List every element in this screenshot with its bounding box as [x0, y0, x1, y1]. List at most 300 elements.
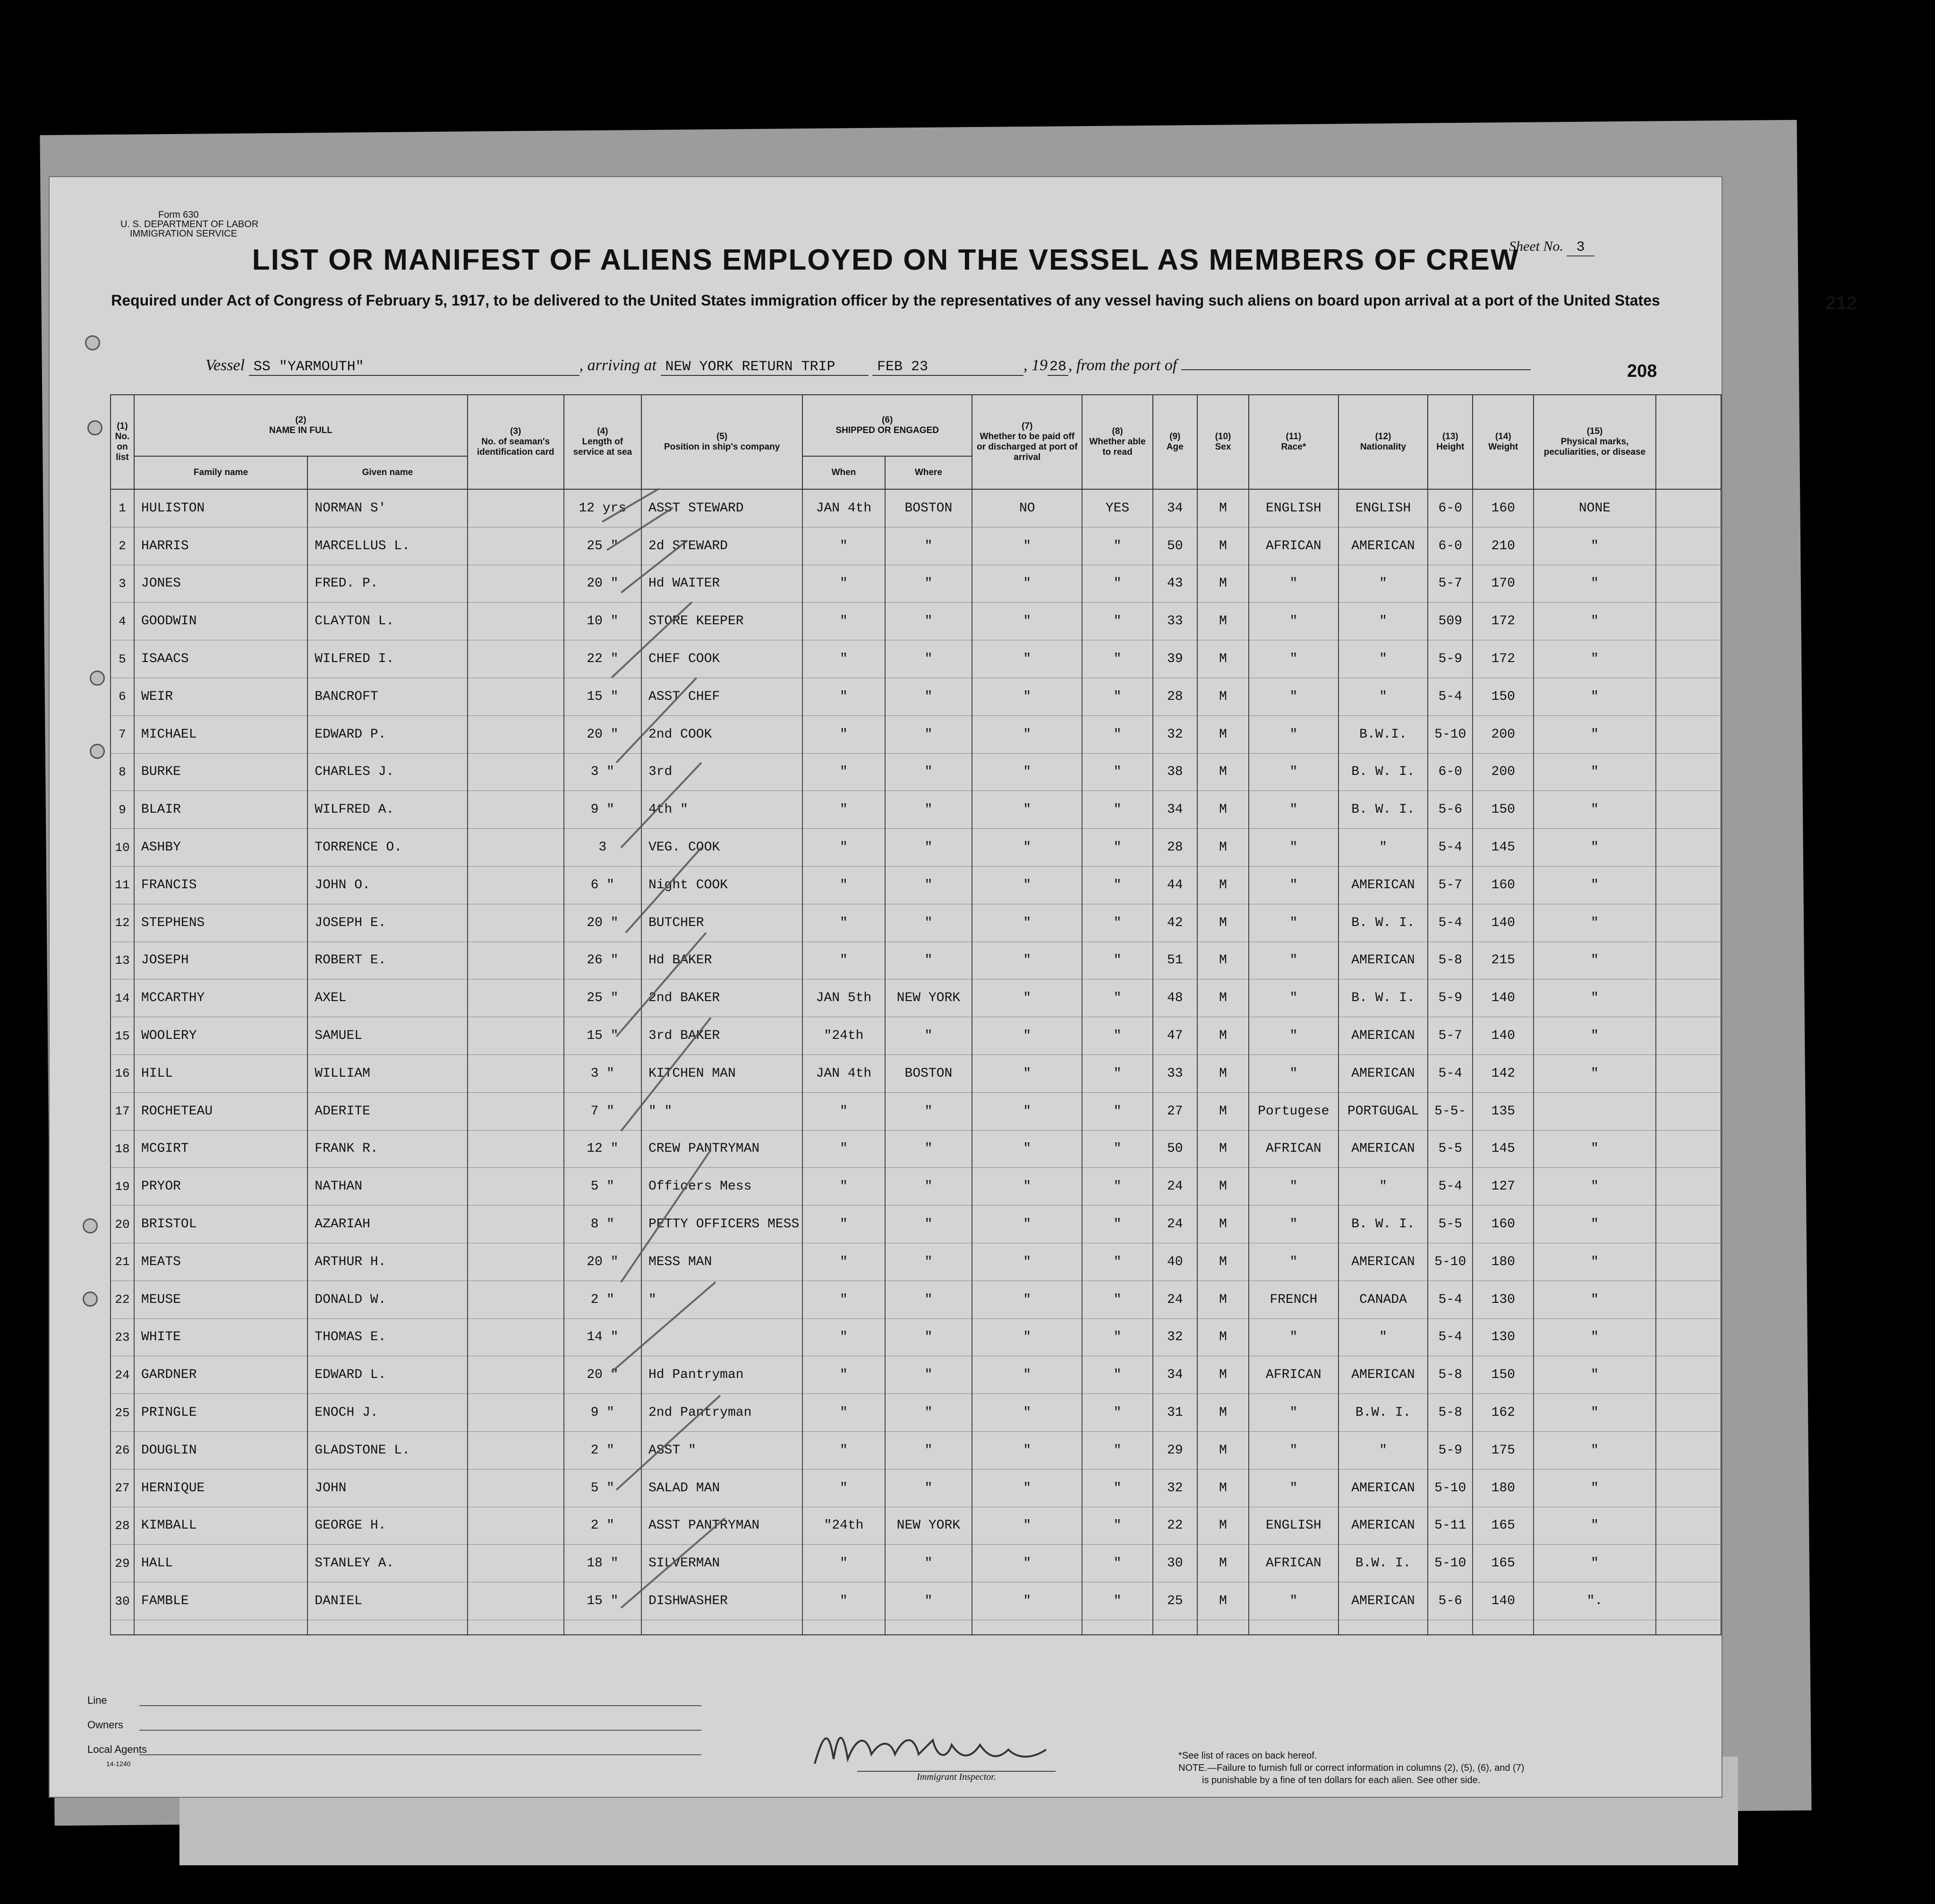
- footer-notes: [1178, 1750, 1524, 1786]
- cell-card: [468, 527, 564, 565]
- cell-family: GOODWIN: [134, 603, 307, 640]
- cell-sex: M: [1197, 1582, 1249, 1620]
- table-row: [111, 1054, 1721, 1092]
- table-row: [111, 489, 1721, 527]
- cell-weight: 215: [1473, 942, 1534, 979]
- cell-empty: [1082, 1620, 1152, 1635]
- cell-no: 15: [111, 1017, 134, 1055]
- cell-marks: ": [1534, 1281, 1655, 1318]
- cell-sex: M: [1197, 942, 1249, 979]
- cell-family: ASHBY: [134, 829, 307, 867]
- cell-length: 18 ": [564, 1545, 641, 1582]
- cell-height: 5-10: [1428, 715, 1473, 753]
- cell-marks: ": [1534, 1243, 1655, 1281]
- cell-weight: 180: [1473, 1469, 1534, 1507]
- cell-extra: [1656, 1281, 1721, 1318]
- cell-paid: ": [972, 829, 1082, 867]
- cell-empty: [564, 1620, 641, 1635]
- cell-weight: 140: [1473, 904, 1534, 942]
- cell-height: 5-5: [1428, 1130, 1473, 1168]
- cell-nationality: ": [1338, 1431, 1428, 1469]
- check-mark: [616, 678, 697, 763]
- cell-age: 33: [1153, 603, 1197, 640]
- cell-when: ": [802, 603, 885, 640]
- cell-position: SILVERMAN: [641, 1545, 802, 1582]
- cell-marks: ": [1534, 753, 1655, 791]
- department-label: U. S. DEPARTMENT OF LABOR: [120, 219, 259, 230]
- note-star: *See list of races on back hereof.: [1178, 1751, 1317, 1761]
- cell-height: 5-9: [1428, 640, 1473, 678]
- cell-read: ": [1082, 1394, 1152, 1432]
- col-height-label: Height: [1436, 442, 1465, 452]
- cell-weight: 200: [1473, 753, 1534, 791]
- table-row: [111, 1206, 1721, 1243]
- col-paid-number: (7): [1022, 421, 1033, 431]
- col-sex-label: Sex: [1215, 442, 1231, 452]
- cell-age: 24: [1153, 1206, 1197, 1243]
- cell-paid: ": [972, 1431, 1082, 1469]
- cell-family: WEIR: [134, 678, 307, 715]
- cell-weight: 150: [1473, 1356, 1534, 1394]
- cell-paid: ": [972, 1281, 1082, 1318]
- cell-weight: 145: [1473, 829, 1534, 867]
- col-age-header: [1153, 395, 1197, 489]
- cell-length: 2 ": [564, 1507, 641, 1545]
- cell-weight: 175: [1473, 1431, 1534, 1469]
- cell-length: 10 ": [564, 603, 641, 640]
- cell-height: 5-9: [1428, 979, 1473, 1017]
- cell-card: [468, 1017, 564, 1055]
- col-age-number: (9): [1169, 432, 1181, 442]
- cell-card: [468, 1092, 564, 1130]
- table-row: [111, 603, 1721, 640]
- cell-extra: [1656, 1054, 1721, 1092]
- cell-extra: [1656, 829, 1721, 867]
- cell-weight: 165: [1473, 1507, 1534, 1545]
- cell-height: 5-7: [1428, 1017, 1473, 1055]
- cell-race: ENGLISH: [1249, 1507, 1338, 1545]
- cell-card: [468, 1394, 564, 1432]
- cell-marks: ": [1534, 866, 1655, 904]
- table-row: [111, 1469, 1721, 1507]
- cell-height: 5-11: [1428, 1507, 1473, 1545]
- cell-race: ": [1249, 678, 1338, 715]
- cell-when: ": [802, 1318, 885, 1356]
- cell-when: ": [802, 1431, 885, 1469]
- cell-no: 1: [111, 489, 134, 527]
- cell-when: ": [802, 1281, 885, 1318]
- cell-read: ": [1082, 678, 1152, 715]
- cell-height: 5-8: [1428, 942, 1473, 979]
- cell-no: 13: [111, 942, 134, 979]
- cell-sex: M: [1197, 1054, 1249, 1092]
- cell-nationality: ": [1338, 1318, 1428, 1356]
- cell-marks: ": [1534, 1356, 1655, 1394]
- cell-paid: ": [972, 678, 1082, 715]
- cell-no: 19: [111, 1168, 134, 1206]
- cell-no: 7: [111, 715, 134, 753]
- cell-weight: 162: [1473, 1394, 1534, 1432]
- cell-no: 23: [111, 1318, 134, 1356]
- cell-where: NEW YORK: [885, 979, 972, 1017]
- cell-age: 28: [1153, 829, 1197, 867]
- cell-weight: 150: [1473, 791, 1534, 829]
- cell-card: [468, 904, 564, 942]
- cell-race: ": [1249, 1431, 1338, 1469]
- cell-read: ": [1082, 1168, 1152, 1206]
- cell-weight: 127: [1473, 1168, 1534, 1206]
- cell-length: 5 ": [564, 1168, 641, 1206]
- cell-no: 14: [111, 979, 134, 1017]
- cell-when: ": [802, 791, 885, 829]
- cell-when: ": [802, 866, 885, 904]
- cell-nationality: CANADA: [1338, 1281, 1428, 1318]
- punch-hole: [90, 671, 105, 686]
- cell-no: 20: [111, 1206, 134, 1243]
- cell-nationality: B. W. I.: [1338, 753, 1428, 791]
- cell-marks: ": [1534, 904, 1655, 942]
- cell-height: 5-4: [1428, 1054, 1473, 1092]
- cell-marks: ": [1534, 1507, 1655, 1545]
- col-length-label: Length of service at sea: [573, 437, 632, 457]
- cell-card: [468, 1168, 564, 1206]
- cell-length: 7 ": [564, 1092, 641, 1130]
- cell-family: MCGIRT: [134, 1130, 307, 1168]
- cell-height: 5-7: [1428, 866, 1473, 904]
- cell-length: 20 ": [564, 1243, 641, 1281]
- cell-when: ": [802, 1130, 885, 1168]
- cell-read: ": [1082, 753, 1152, 791]
- col-card-label: No. of seaman's identification card: [477, 437, 554, 457]
- cell-when: JAN 5th: [802, 979, 885, 1017]
- cell-position: ": [641, 1281, 802, 1318]
- cell-family: HULISTON: [134, 489, 307, 527]
- cell-card: [468, 1243, 564, 1281]
- cell-empty: [1249, 1620, 1338, 1635]
- cell-paid: ": [972, 1356, 1082, 1394]
- cell-extra: [1656, 791, 1721, 829]
- cell-nationality: ENGLISH: [1338, 489, 1428, 527]
- cell-position: KITCHEN MAN: [641, 1054, 802, 1092]
- cell-where: ": [885, 565, 972, 603]
- cell-marks: ": [1534, 791, 1655, 829]
- cell-family: MICHAEL: [134, 715, 307, 753]
- cell-given: THOMAS E.: [307, 1318, 467, 1356]
- cell-weight: 130: [1473, 1281, 1534, 1318]
- arrival-year: 28: [1048, 359, 1068, 376]
- cell-position: 3rd BAKER: [641, 1017, 802, 1055]
- cell-family: GARDNER: [134, 1356, 307, 1394]
- cell-paid: ": [972, 1545, 1082, 1582]
- table-row: [111, 1356, 1721, 1394]
- cell-extra: [1656, 904, 1721, 942]
- cell-height: 5-6: [1428, 791, 1473, 829]
- cell-nationality: PORTGUGAL: [1338, 1092, 1428, 1130]
- cell-extra: [1656, 1469, 1721, 1507]
- vessel-line: [205, 357, 1531, 376]
- side-page-number: 212: [1825, 293, 1857, 314]
- cell-where: ": [885, 1281, 972, 1318]
- cell-height: 5-4: [1428, 1318, 1473, 1356]
- cell-extra: [1656, 1582, 1721, 1620]
- table-row: [111, 1431, 1721, 1469]
- cell-given: NORMAN S': [307, 489, 467, 527]
- cell-no: 2: [111, 527, 134, 565]
- cell-where: ": [885, 603, 972, 640]
- cell-given: WILFRED I.: [307, 640, 467, 678]
- cell-empty: [134, 1620, 307, 1635]
- cell-position: CREW PANTRYMAN: [641, 1130, 802, 1168]
- check-mark: [621, 1518, 725, 1608]
- cell-given: WILLIAM: [307, 1054, 467, 1092]
- cell-where: ": [885, 1431, 972, 1469]
- agents-label: Local Agents: [87, 1743, 147, 1755]
- cell-age: 33: [1153, 1054, 1197, 1092]
- cell-paid: ": [972, 866, 1082, 904]
- col-no-number: (1): [117, 421, 128, 431]
- cell-card: [468, 1356, 564, 1394]
- table-row: [111, 791, 1721, 829]
- cell-length: 15 ": [564, 1582, 641, 1620]
- cell-position: MESS MAN: [641, 1243, 802, 1281]
- cell-paid: ": [972, 942, 1082, 979]
- cell-extra: [1656, 527, 1721, 565]
- col-height-header: [1428, 395, 1473, 489]
- cell-family: FAMBLE: [134, 1582, 307, 1620]
- cell-sex: M: [1197, 715, 1249, 753]
- agents-code: 14-1240: [106, 1760, 131, 1768]
- cell-where: ": [885, 715, 972, 753]
- cell-sex: M: [1197, 1394, 1249, 1432]
- punch-hole: [90, 744, 105, 759]
- table-row: [111, 1130, 1721, 1168]
- cell-age: 50: [1153, 527, 1197, 565]
- table-row: [111, 979, 1721, 1017]
- cell-card: [468, 1431, 564, 1469]
- cell-no: 25: [111, 1394, 134, 1432]
- cell-where: ": [885, 1243, 972, 1281]
- cell-sex: M: [1197, 1507, 1249, 1545]
- col-length-number: (4): [597, 426, 608, 436]
- cell-length: 25 ": [564, 527, 641, 565]
- cell-weight: 145: [1473, 1130, 1534, 1168]
- cell-when: ": [802, 1469, 885, 1507]
- cell-age: 32: [1153, 715, 1197, 753]
- cell-empty: [972, 1620, 1082, 1635]
- cell-age: 30: [1153, 1545, 1197, 1582]
- cell-marks: ": [1534, 942, 1655, 979]
- cell-sex: M: [1197, 1356, 1249, 1394]
- cell-nationality: ": [1338, 640, 1428, 678]
- cell-race: ENGLISH: [1249, 489, 1338, 527]
- cell-paid: ": [972, 640, 1082, 678]
- cell-age: 22: [1153, 1507, 1197, 1545]
- cell-card: [468, 791, 564, 829]
- cell-when: ": [802, 565, 885, 603]
- cell-length: 8 ": [564, 1206, 641, 1243]
- punch-hole: [87, 420, 102, 435]
- cell-height: 5-4: [1428, 678, 1473, 715]
- col-marks-label: Physical marks, peculiarities, or disease: [1543, 437, 1646, 457]
- cell-read: ": [1082, 640, 1152, 678]
- cell-height: 5-4: [1428, 904, 1473, 942]
- cell-family: ISAACS: [134, 640, 307, 678]
- agents-field: [87, 1737, 701, 1768]
- cell-marks: ": [1534, 715, 1655, 753]
- cell-paid: ": [972, 603, 1082, 640]
- cell-marks: ": [1534, 1168, 1655, 1206]
- cell-read: ": [1082, 1582, 1152, 1620]
- cell-paid: ": [972, 1168, 1082, 1206]
- cell-no: 4: [111, 603, 134, 640]
- table-row: [111, 866, 1721, 904]
- cell-marks: ": [1534, 1318, 1655, 1356]
- col-race-label: Race*: [1281, 442, 1306, 452]
- cell-paid: ": [972, 1582, 1082, 1620]
- cell-no: 5: [111, 640, 134, 678]
- cell-sex: M: [1197, 979, 1249, 1017]
- cell-family: MEATS: [134, 1243, 307, 1281]
- cell-position: Night COOK: [641, 866, 802, 904]
- cell-position: STORE KEEPER: [641, 603, 802, 640]
- cell-where: ": [885, 904, 972, 942]
- cell-weight: 200: [1473, 715, 1534, 753]
- cell-age: 47: [1153, 1017, 1197, 1055]
- cell-nationality: B. W. I.: [1338, 904, 1428, 942]
- cell-position: Officers Mess: [641, 1168, 802, 1206]
- cell-position: Hd Pantryman: [641, 1356, 802, 1394]
- check-mark: [616, 933, 706, 1037]
- cell-position: 2nd COOK: [641, 715, 802, 753]
- cell-where: ": [885, 678, 972, 715]
- cell-position: PETTY OFFICERS MESS: [641, 1206, 802, 1243]
- vessel-name: SS "YARMOUTH": [249, 359, 580, 376]
- cell-paid: ": [972, 1243, 1082, 1281]
- table-row: [111, 1582, 1721, 1620]
- cell-sex: M: [1197, 1243, 1249, 1281]
- table-row: [111, 1507, 1721, 1545]
- cell-sex: M: [1197, 1092, 1249, 1130]
- cell-no: 26: [111, 1431, 134, 1469]
- cell-card: [468, 942, 564, 979]
- check-mark: [621, 763, 701, 848]
- service-label: IMMIGRATION SERVICE: [130, 229, 238, 239]
- cell-where: ": [885, 942, 972, 979]
- cell-extra: [1656, 753, 1721, 791]
- cell-age: 38: [1153, 753, 1197, 791]
- cell-marks: ": [1534, 603, 1655, 640]
- cell-race: ": [1249, 829, 1338, 867]
- vessel-label: Vessel: [205, 357, 245, 374]
- cell-empty: [468, 1620, 564, 1635]
- cell-family: HARRIS: [134, 527, 307, 565]
- cell-sex: M: [1197, 565, 1249, 603]
- cell-read: ": [1082, 1545, 1152, 1582]
- cell-nationality: ": [1338, 603, 1428, 640]
- cell-race: ": [1249, 791, 1338, 829]
- cell-extra: [1656, 942, 1721, 979]
- cell-no: 28: [111, 1507, 134, 1545]
- cell-card: [468, 1206, 564, 1243]
- cell-length: 2 ": [564, 1281, 641, 1318]
- cell-nationality: AMERICAN: [1338, 942, 1428, 979]
- cell-race: ": [1249, 1394, 1338, 1432]
- col-read-header: [1082, 395, 1152, 489]
- cell-height: 5-8: [1428, 1356, 1473, 1394]
- cell-read: ": [1082, 866, 1152, 904]
- cell-age: 50: [1153, 1130, 1197, 1168]
- cell-length: 6 ": [564, 866, 641, 904]
- cell-no: 29: [111, 1545, 134, 1582]
- cell-length: 20 ": [564, 565, 641, 603]
- cell-sex: M: [1197, 1545, 1249, 1582]
- cell-when: ": [802, 1243, 885, 1281]
- cell-weight: 210: [1473, 527, 1534, 565]
- cell-sex: M: [1197, 791, 1249, 829]
- cell-where: ": [885, 1582, 972, 1620]
- cell-card: [468, 640, 564, 678]
- arrival-date: FEB 23: [872, 359, 1023, 376]
- cell-marks: ": [1534, 829, 1655, 867]
- cell-weight: 130: [1473, 1318, 1534, 1356]
- cell-position: BUTCHER: [641, 904, 802, 942]
- cell-extra: [1656, 1545, 1721, 1582]
- cell-when: ": [802, 715, 885, 753]
- cell-length: 15 ": [564, 1017, 641, 1055]
- cell-age: 51: [1153, 942, 1197, 979]
- cell-card: [468, 1130, 564, 1168]
- cell-height: 5-10: [1428, 1545, 1473, 1582]
- cell-age: 24: [1153, 1281, 1197, 1318]
- cell-read: ": [1082, 715, 1152, 753]
- table-row: [111, 1545, 1721, 1582]
- cell-read: ": [1082, 904, 1152, 942]
- cell-card: [468, 565, 564, 603]
- cell-family: STEPHENS: [134, 904, 307, 942]
- cell-age: 34: [1153, 1356, 1197, 1394]
- cell-where: ": [885, 1017, 972, 1055]
- cell-no: 24: [111, 1356, 134, 1394]
- cell-family: JOSEPH: [134, 942, 307, 979]
- cell-when: ": [802, 640, 885, 678]
- cell-age: 42: [1153, 904, 1197, 942]
- cell-sex: M: [1197, 489, 1249, 527]
- cell-given: CHARLES J.: [307, 753, 467, 791]
- cell-given: NATHAN: [307, 1168, 467, 1206]
- cell-where: ": [885, 829, 972, 867]
- cell-no: 10: [111, 829, 134, 867]
- cell-card: [468, 979, 564, 1017]
- cell-length: 3 ": [564, 1054, 641, 1092]
- cell-weight: 135: [1473, 1092, 1534, 1130]
- cell-race: ": [1249, 753, 1338, 791]
- cell-sex: M: [1197, 603, 1249, 640]
- col-age-label: Age: [1166, 442, 1184, 452]
- cell-empty: [802, 1620, 885, 1635]
- cell-nationality: B.W.I.: [1338, 715, 1428, 753]
- table-row: [111, 527, 1721, 565]
- cell-race: ": [1249, 1469, 1338, 1507]
- col-sex-header: [1197, 395, 1249, 489]
- punch-hole: [83, 1218, 98, 1233]
- cell-extra: [1656, 1206, 1721, 1243]
- cell-no: 21: [111, 1243, 134, 1281]
- cell-nationality: AMERICAN: [1338, 1017, 1428, 1055]
- cell-race: ": [1249, 1168, 1338, 1206]
- col-position-number: (5): [716, 432, 728, 442]
- cell-when: ": [802, 1206, 885, 1243]
- cell-no: 27: [111, 1469, 134, 1507]
